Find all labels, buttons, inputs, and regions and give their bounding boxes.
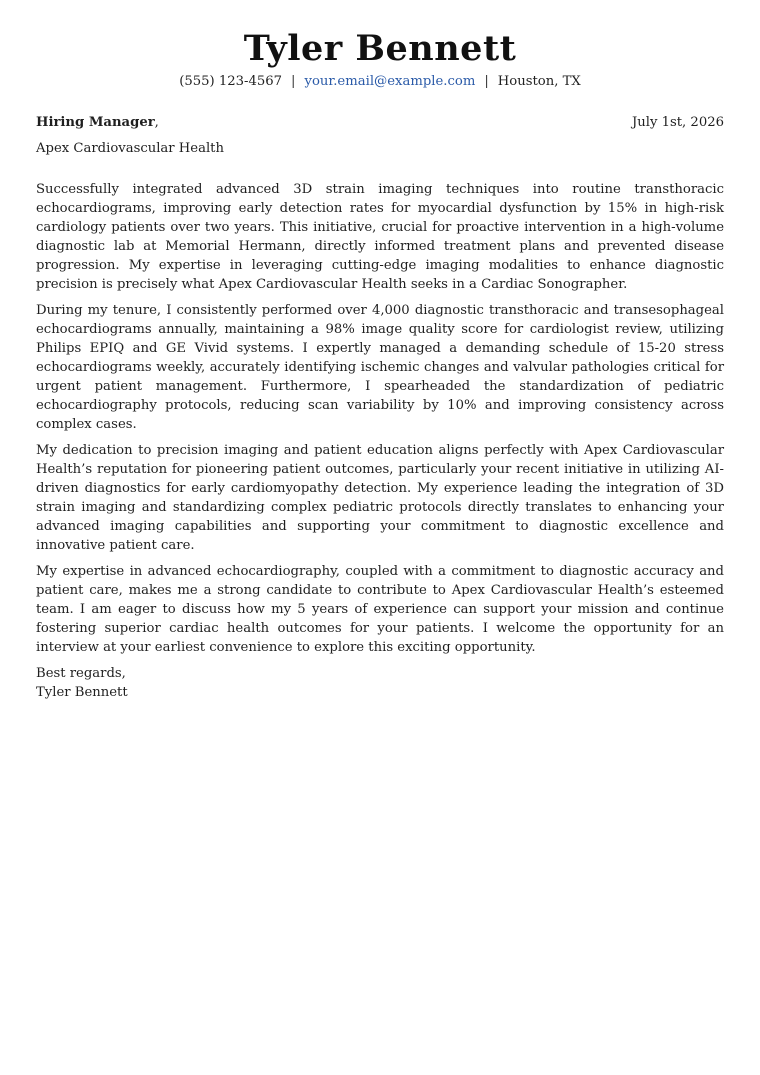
salutation-punctuation: ,: [154, 115, 159, 130]
closing-block: [36, 664, 724, 702]
recipient-name: Hiring Manager: [36, 115, 155, 130]
body-paragraph: My expertise in advanced echocardiography, coupled with a commitment to diagnostic accuracy and patient care, makes me a strong candidate to contribute to Apex Cardiovascular Health’s esteemed team. I am eager to discuss how my 5 years of experience can support your mission and continue fostering superior cardiac health outcomes for your patients. I welcome the opportunity for an interview at your earliest convenience to explore this exciting opportunity.: [36, 564, 724, 655]
signature-name: Tyler Bennett: [36, 685, 128, 700]
recipient-company: Apex Cardiovascular Health: [36, 141, 224, 156]
body-paragraph: During my tenure, I consistently performed over 4,000 diagnostic transthoracic and transesophageal echocardiograms annually, maintaining a 98% image quality score for cardiologist review, utilizing Philips EPIQ and GE Vivid systems. I expertly managed a demanding schedule of 15-20 stress echocardiograms weekly, accurately identifying ischemic changes and valvular pathologies critical for urgent patient management. Furthermore, I spearheaded the standardization of pediatric echocardiography protocols, reducing scan variability by 10% and improving consistency across complex cases.: [36, 303, 724, 432]
location: Houston, TX: [497, 74, 581, 89]
salutation: [36, 114, 159, 132]
email-link[interactable]: your.email@example.com: [304, 74, 476, 89]
applicant-name: Tyler Bennett: [243, 28, 517, 69]
phone-number: (555) 123-4567: [179, 74, 283, 89]
sign-off: Best regards,: [36, 666, 126, 681]
contact-separator: |: [484, 74, 489, 89]
letter-date: July 1st, 2026: [631, 115, 724, 130]
body-paragraph: Successfully integrated advanced 3D strain imaging techniques into routine transthoracic echocardiograms, improving early detection rates for myocardial dysfunction by 15% in high-risk cardiology patients over two years. This initiative, crucial for proactive intervention in a high-volume diagnostic lab at Memorial Hermann, directly informed treatment plans and prevented disease progression. My expertise in leveraging cutting-edge imaging modalities to enhance diagnostic precision is precisely what Apex Cardiovascular Health seeks in a Cardiac Sonographer.: [36, 182, 724, 292]
cover-letter-page: [36, 0, 724, 1075]
contact-separator: |: [291, 74, 296, 89]
letter-body: [36, 180, 724, 702]
body-paragraph: My dedication to precision imaging and patient education aligns perfectly with Apex Cardiovascular Health’s reputation for pioneering patient outcomes, particularly your recent initiative in utilizing AI-driven diagnostics for early cardiomyopathy detection. My experience leading the integration of 3D strain imaging and standardizing complex pediatric protocols directly translates to enhancing your advanced imaging capabilities and supporting your commitment to diagnostic excellence and innovative patient care.: [36, 443, 724, 553]
contact-line: [36, 73, 724, 91]
